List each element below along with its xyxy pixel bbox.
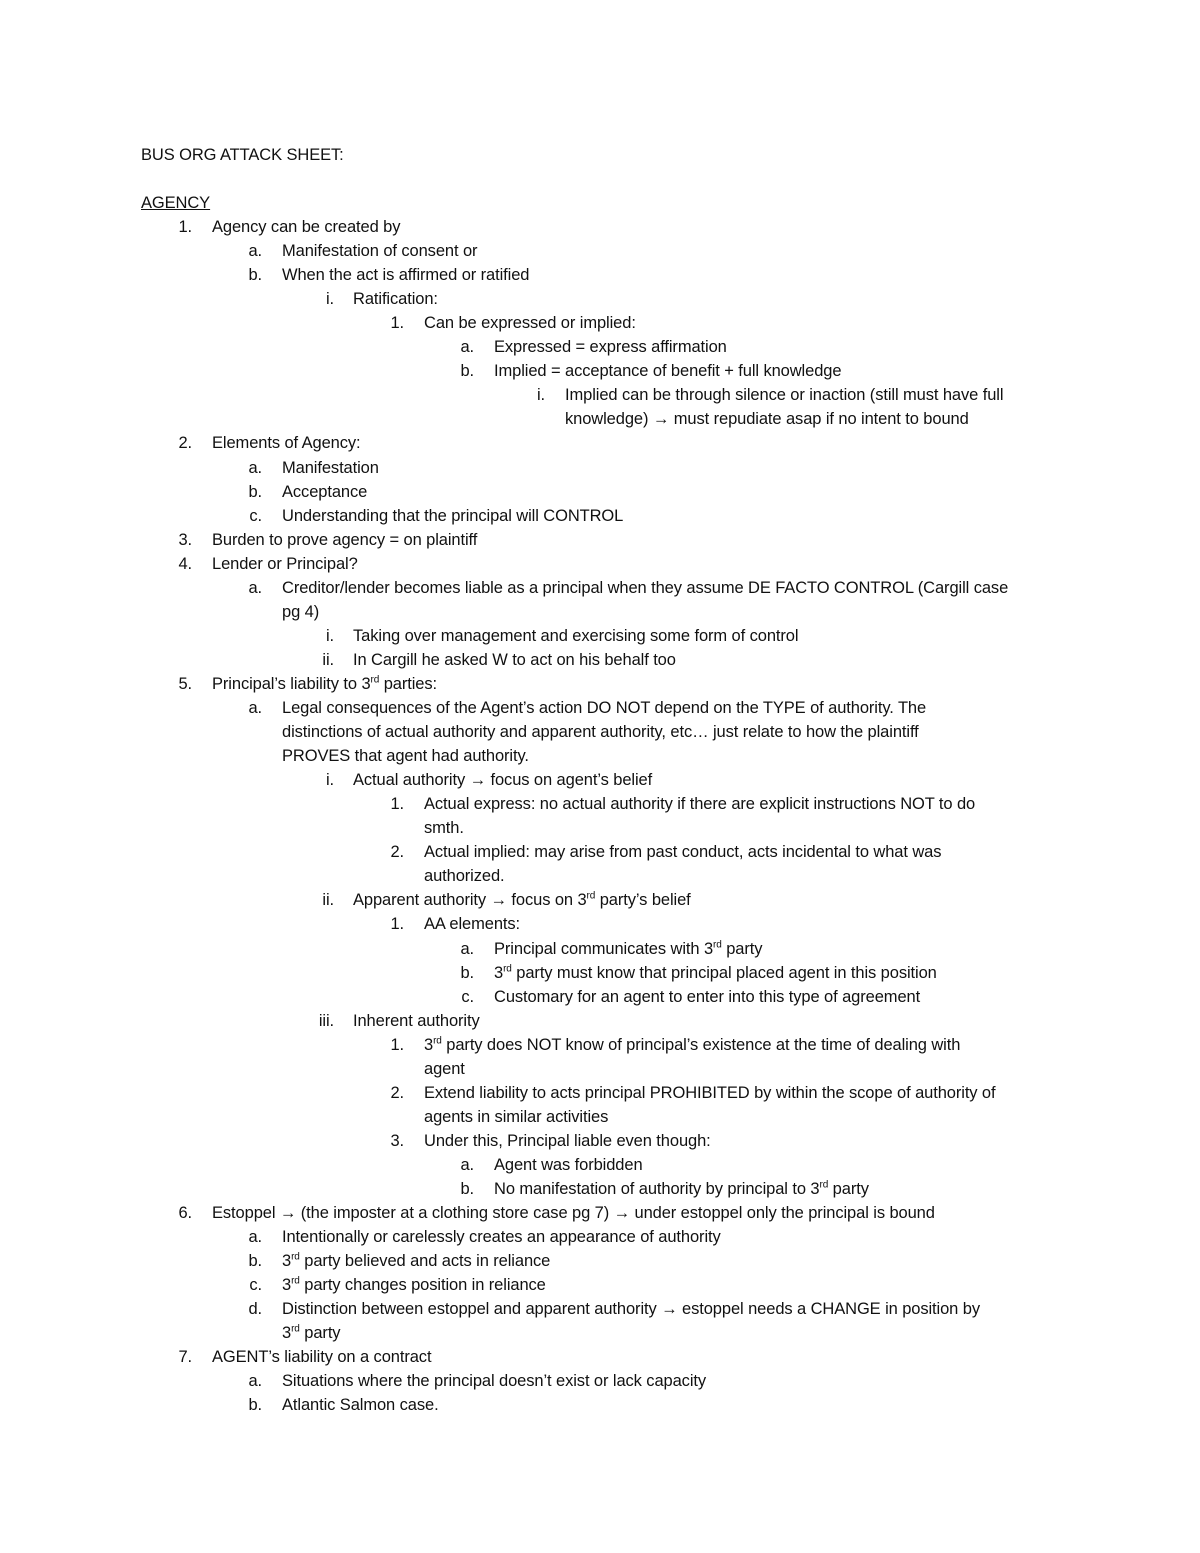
list-item-text: Actual authority → focus on agent’s belief	[353, 771, 653, 789]
list-item-text: pg 4)	[282, 603, 320, 621]
list-marker: i.	[325, 771, 334, 789]
list-item-text: knowledge) → must repudiate asap if no intent to bound	[565, 410, 969, 428]
list-marker: c.	[249, 507, 262, 525]
list-marker: iii.	[318, 1012, 334, 1030]
list-marker: 1.	[390, 1036, 404, 1054]
list-marker: b.	[248, 483, 262, 501]
list-marker: a.	[248, 1228, 262, 1246]
list-item-text: distinctions of actual authority and apparent authority, etc… just relate to how the plaintiff	[282, 723, 919, 741]
list-marker: a.	[248, 699, 262, 717]
list-marker: a.	[248, 242, 262, 260]
list-item-text: agents in similar activities	[424, 1108, 609, 1126]
list-item-text: smth.	[424, 819, 464, 837]
list-marker: ii.	[322, 651, 334, 669]
list-item-text: Acceptance	[282, 483, 368, 501]
list-item-text: Intentionally or carelessly creates an appearance of authority	[282, 1228, 721, 1246]
section-heading: AGENCY	[141, 194, 211, 212]
list-item-text: AGENT’s liability on a contract	[212, 1348, 432, 1366]
list-item-text: Situations where the principal doesn’t exist or lack capacity	[282, 1372, 707, 1390]
list-marker: 1.	[390, 795, 404, 813]
list-marker: d.	[248, 1300, 262, 1318]
list-item-text: authorized.	[424, 867, 505, 885]
list-item-text: Under this, Principal liable even though:	[424, 1132, 711, 1150]
list-item-text: In Cargill he asked W to act on his behalf too	[353, 651, 676, 669]
list-marker: b.	[460, 362, 474, 380]
list-item-text: 3rd party does NOT know of principal’s existence at the time of dealing with	[424, 1035, 961, 1054]
list-marker: a.	[248, 459, 262, 477]
list-item-text: Agency can be created by	[212, 218, 401, 236]
list-item-text: Can be expressed or implied:	[424, 314, 636, 332]
list-item-text: Atlantic Salmon case.	[282, 1396, 439, 1414]
list-marker: 7.	[178, 1348, 192, 1366]
list-marker: a.	[460, 940, 474, 958]
list-item-text: Implied = acceptance of benefit + full knowledge	[494, 362, 842, 380]
list-marker: a.	[460, 338, 474, 356]
list-marker: 4.	[178, 555, 192, 573]
list-item-text: Implied can be through silence or inaction (still must have full	[565, 386, 1004, 404]
document-title: BUS ORG ATTACK SHEET:	[141, 146, 344, 164]
list-item-text: 3rd party changes position in reliance	[282, 1275, 546, 1294]
list-item-text: No manifestation of authority by principal to 3rd party	[494, 1179, 869, 1198]
list-marker: 3.	[178, 531, 192, 549]
list-item-text: Estoppel → (the imposter at a clothing store case pg 7) → under estoppel only the principal is bound	[212, 1204, 935, 1222]
list-item-text: AA elements:	[424, 915, 521, 933]
list-marker: b.	[248, 1396, 262, 1414]
list-item-text: Distinction between estoppel and apparent authority → estoppel needs a CHANGE in position by	[282, 1300, 980, 1318]
list-item-text: Lender or Principal?	[212, 555, 358, 573]
list-item-text: 3rd party must know that principal placed agent in this position	[494, 963, 937, 982]
list-marker: 2.	[390, 1084, 404, 1102]
list-item-text: Agent was forbidden	[494, 1156, 643, 1174]
list-marker: 6.	[178, 1204, 192, 1222]
list-marker: 1.	[390, 314, 404, 332]
list-item-text: Ratification:	[353, 290, 438, 308]
list-item-text: Expressed = express affirmation	[494, 338, 727, 356]
list-marker: 2.	[390, 843, 404, 861]
list-item-text: Understanding that the principal will CONTROL	[282, 507, 624, 525]
list-marker: a.	[248, 579, 262, 597]
list-marker: ii.	[322, 891, 334, 909]
list-marker: a.	[460, 1156, 474, 1174]
list-item-text: Customary for an agent to enter into this type of agreement	[494, 988, 921, 1006]
list-item-text: Extend liability to acts principal PROHIBITED by within the scope of authority of	[424, 1084, 996, 1102]
list-marker: c.	[249, 1276, 262, 1294]
list-item-text: Burden to prove agency = on plaintiff	[212, 531, 478, 549]
list-marker: 1.	[390, 915, 404, 933]
list-marker: 3.	[390, 1132, 404, 1150]
list-marker: 5.	[178, 675, 192, 693]
list-item-text: Principal’s liability to 3rd parties:	[212, 674, 438, 693]
list-item-text: Elements of Agency:	[212, 434, 361, 452]
list-item-text: Manifestation	[282, 459, 379, 477]
list-item-text: PROVES that agent had authority.	[282, 747, 529, 765]
list-marker: i.	[536, 386, 545, 404]
list-marker: i.	[325, 627, 334, 645]
list-item-text: 3rd party believed and acts in reliance	[282, 1251, 551, 1270]
list-marker: b.	[460, 964, 474, 982]
list-item-text: Taking over management and exercising some form of control	[353, 627, 799, 645]
list-marker: b.	[248, 266, 262, 284]
list-marker: c.	[461, 988, 474, 1006]
list-item-text: Creditor/lender becomes liable as a principal when they assume DE FACTO CONTROL (Cargill case	[282, 579, 1009, 597]
list-item-text: 3rd party	[282, 1323, 341, 1342]
list-marker: b.	[248, 1252, 262, 1270]
list-item-text: Principal communicates with 3rd party	[494, 939, 763, 958]
list-item-text: Actual express: no actual authority if there are explicit instructions NOT to do	[424, 795, 976, 813]
list-item-text: Apparent authority → focus on 3rd party’s belief	[353, 890, 691, 909]
list-item-text: Inherent authority	[353, 1012, 480, 1030]
list-marker: i.	[325, 290, 334, 308]
list-marker: b.	[460, 1180, 474, 1198]
list-item-text: Legal consequences of the Agent’s action DO NOT depend on the TYPE of authority. The	[282, 699, 927, 717]
list-item-text: When the act is affirmed or ratified	[282, 266, 530, 284]
list-marker: 1.	[178, 218, 192, 236]
list-marker: 2.	[178, 434, 192, 452]
list-item-text: Actual implied: may arise from past conduct, acts incidental to what was	[424, 843, 942, 861]
list-item-text: Manifestation of consent or	[282, 242, 478, 260]
list-item-text: agent	[424, 1060, 465, 1078]
list-marker: a.	[248, 1372, 262, 1390]
